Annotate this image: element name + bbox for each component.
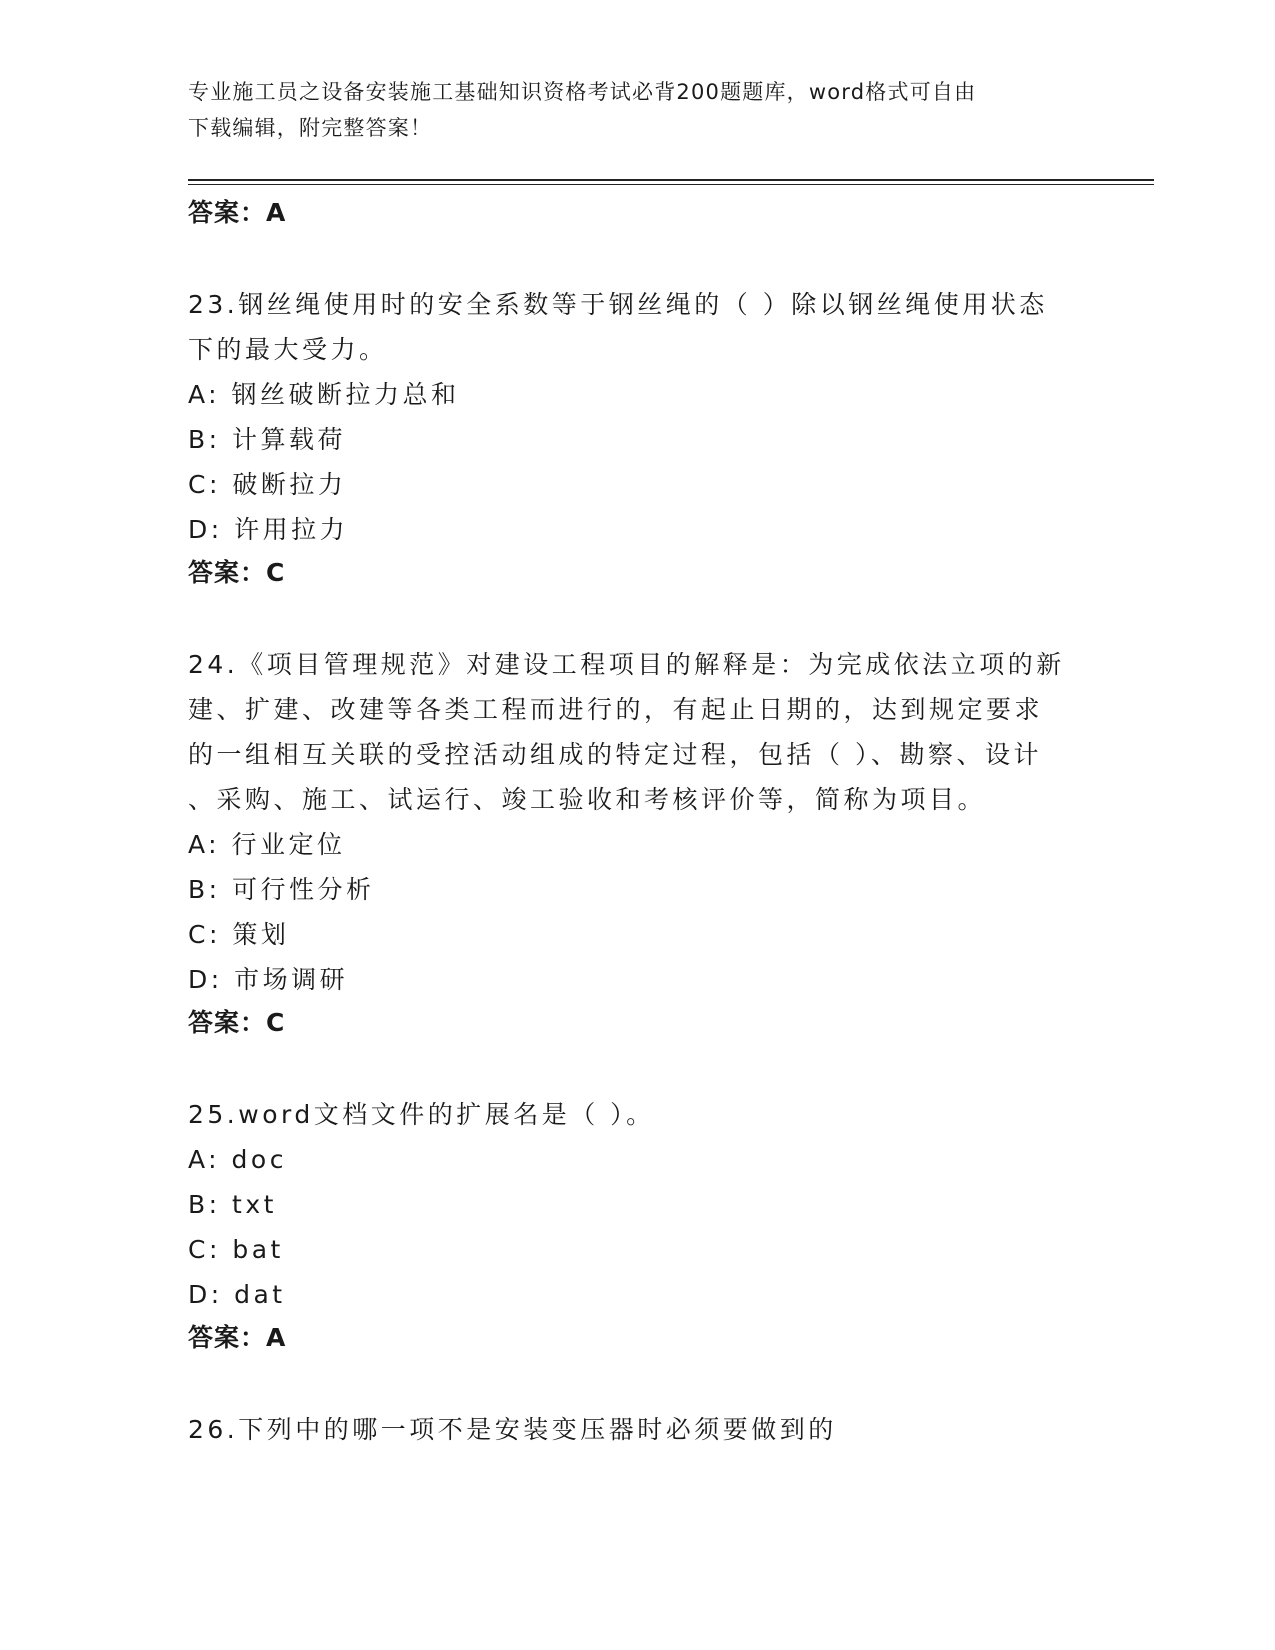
question-23 xyxy=(188,282,1078,552)
header-rule-thin xyxy=(188,184,1154,185)
option-d: D: 市场调研 xyxy=(188,965,349,994)
answer-line: 答案：A xyxy=(188,198,287,227)
spacer xyxy=(188,594,1078,642)
header-line-1: 专业施工员之设备安装施工基础知识资格考试必背200题题库，word格式可自由 xyxy=(188,80,977,104)
answer-line: 答案：A xyxy=(188,1323,287,1352)
question-text-line: 的一组相互关联的受控活动组成的特定过程，包括（ ）、勘察、设计 xyxy=(188,740,1042,769)
question-24 xyxy=(188,642,1078,1002)
answer-line: 答案：C xyxy=(188,1008,286,1037)
question-text-line: 24.《项目管理规范》对建设工程项目的解释是：为完成依法立项的新 xyxy=(188,650,1065,679)
option-b: B: 计算载荷 xyxy=(188,425,347,454)
option-c: C: 破断拉力 xyxy=(188,470,347,499)
option-b: B: 可行性分析 xyxy=(188,875,375,904)
spacer xyxy=(188,1044,1078,1092)
question-25 xyxy=(188,1092,1078,1317)
option-d: D: 许用拉力 xyxy=(188,515,349,544)
option-c: C: 策划 xyxy=(188,920,290,949)
question-text-line: 26.下列中的哪一项不是安装变压器时必须要做到的 xyxy=(188,1415,837,1444)
option-a: A: doc xyxy=(188,1145,287,1174)
question-text-line: 、采购、施工、试运行、竣工验收和考核评价等，简称为项目。 xyxy=(188,785,987,814)
question-text-line: 下的最大受力。 xyxy=(188,335,388,364)
header-line-2: 下载编辑，附完整答案！ xyxy=(188,116,433,140)
question-text-line: 建、扩建、改建等各类工程而进行的，有起止日期的，达到规定要求 xyxy=(188,695,1044,724)
option-c: C: bat xyxy=(188,1235,284,1264)
document-header xyxy=(188,74,1068,146)
spacer xyxy=(188,234,1078,282)
option-d: D: dat xyxy=(188,1280,286,1309)
question-26 xyxy=(188,1407,1078,1452)
option-b: B: txt xyxy=(188,1190,277,1219)
spacer xyxy=(188,1359,1078,1407)
option-a: A: 钢丝破断拉力总和 xyxy=(188,380,460,409)
document-body xyxy=(188,192,1078,1452)
answer-line: 答案：C xyxy=(188,558,286,587)
option-a: A: 行业定位 xyxy=(188,830,346,859)
header-rule-thick xyxy=(188,179,1154,181)
question-text-line: 23.钢丝绳使用时的安全系数等于钢丝绳的（ ）除以钢丝绳使用状态 xyxy=(188,290,1048,319)
question-text-line: 25.word文档文件的扩展名是（ ）。 xyxy=(188,1100,655,1129)
